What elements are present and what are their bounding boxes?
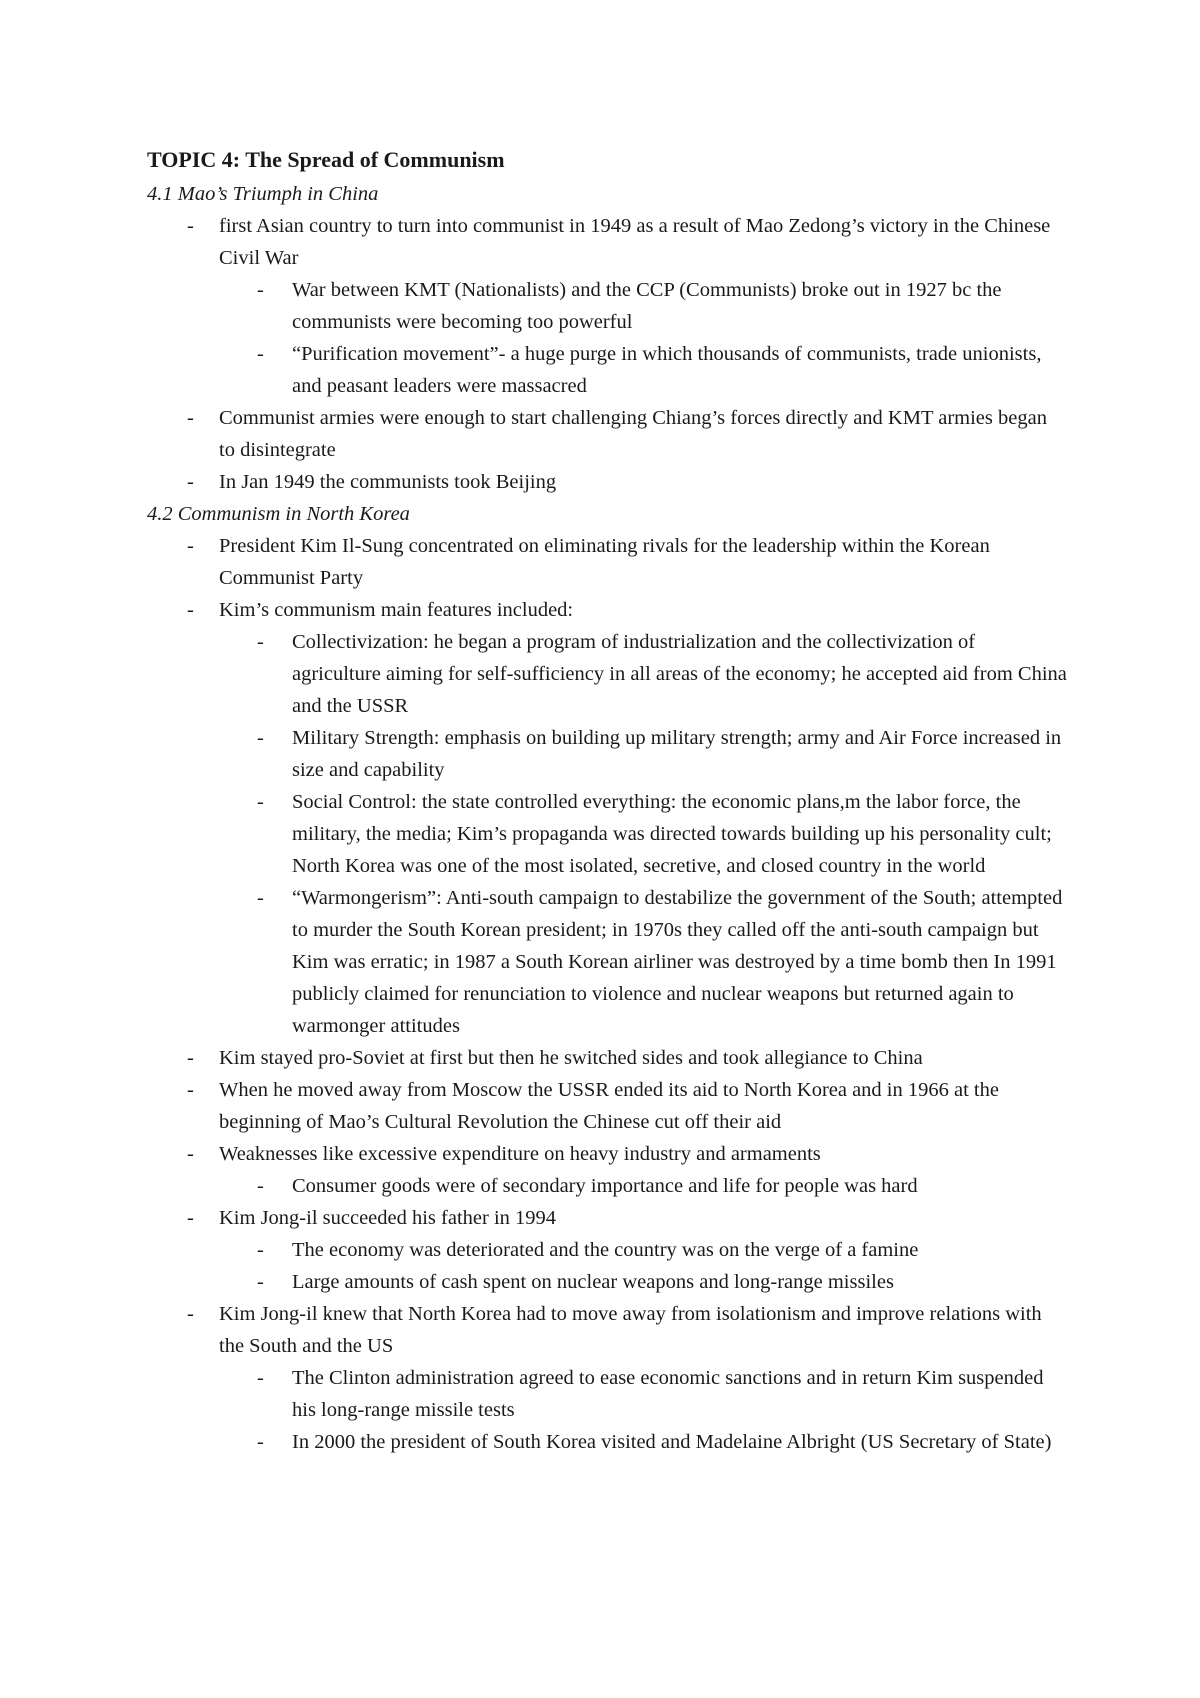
bullet-dash: - — [257, 1239, 264, 1261]
list-item-text: “Warmongerism”: Anti-south campaign to destabilize the government of the South; attempted to murder the South Korean president; in 1970s they called off the anti-south campaign but Kim was erratic; in 1987 a South Korean airliner was destroyed by a time bomb then In 1991 publicly claimed for renunciation to violence and nuclear weapons but returned again to warmonger attitudes — [292, 887, 1063, 1037]
list-item — [147, 1042, 1067, 1074]
list-item — [147, 210, 1067, 274]
bullet-dash: - — [187, 1303, 194, 1325]
list-item — [147, 402, 1067, 466]
bullet-dash: - — [257, 1175, 264, 1197]
sub-list-item — [147, 1266, 1067, 1298]
list-item-text: The economy was deteriorated and the country was on the verge of a famine — [292, 1239, 919, 1261]
list-item-text: Large amounts of cash spent on nuclear weapons and long-range missiles — [292, 1271, 894, 1293]
bullet-dash: - — [187, 1047, 194, 1069]
bullet-dash: - — [257, 1367, 264, 1389]
bullet-dash: - — [257, 1431, 264, 1453]
list-item-text: Kim stayed pro-Soviet at first but then he switched sides and took allegiance to China — [219, 1047, 923, 1069]
bullet-dash: - — [187, 471, 194, 493]
list-item-text: “Purification movement”- a huge purge in which thousands of communists, trade unionists, and peasant leaders were massacred — [292, 343, 1042, 397]
list-item-text: Kim Jong-il knew that North Korea had to move away from isolationism and improve relations with the South and the US — [219, 1303, 1042, 1357]
sub-list-item — [147, 274, 1067, 338]
list-item-text: Social Control: the state controlled everything: the economic plans,m the labor force, the military, the media; Kim’s propaganda was directed towards building up his personality cult; North Korea was one of the most isolated, secretive, and closed country in the world — [292, 791, 1052, 877]
list-item — [147, 1138, 1067, 1170]
list-item-text: When he moved away from Moscow the USSR ended its aid to North Korea and in 1966 at the beginning of Mao’s Cultural Revolution the Chinese cut off their aid — [219, 1079, 999, 1133]
list-item — [147, 594, 1067, 626]
bullet-dash: - — [187, 1207, 194, 1229]
bullet-dash: - — [257, 791, 264, 813]
list-item-text: The Clinton administration agreed to ease economic sanctions and in return Kim suspended his long-range missile tests — [292, 1367, 1044, 1421]
bullet-dash: - — [257, 343, 264, 365]
list-item-text: first Asian country to turn into communist in 1949 as a result of Mao Zedong’s victory in the Chinese Civil War — [219, 215, 1051, 269]
bullet-dash: - — [187, 215, 194, 237]
list-item-text: Consumer goods were of secondary importance and life for people was hard — [292, 1175, 918, 1197]
sub-list-item — [147, 1426, 1067, 1458]
bullet-dash: - — [257, 887, 264, 909]
list-item — [147, 466, 1067, 498]
list-item-text: In Jan 1949 the communists took Beijing — [219, 471, 557, 493]
sections-container — [147, 178, 1067, 1458]
list-item — [147, 1298, 1067, 1362]
sub-list-item — [147, 338, 1067, 402]
sub-list-item — [147, 1170, 1067, 1202]
list-item-text: In 2000 the president of South Korea visited and Madelaine Albright (US Secretary of State) — [292, 1431, 1052, 1453]
bullet-dash: - — [187, 1079, 194, 1101]
sub-list-item — [147, 1362, 1067, 1426]
bullet-dash: - — [187, 535, 194, 557]
sub-list-item — [147, 786, 1067, 882]
sub-list-item — [147, 882, 1067, 1042]
bullet-dash: - — [187, 599, 194, 621]
bullet-dash: - — [187, 407, 194, 429]
document-title: TOPIC 4: The Spread of Communism — [147, 147, 505, 172]
list-item-text: Kim Jong-il succeeded his father in 1994 — [219, 1207, 557, 1229]
bullet-dash: - — [187, 1143, 194, 1165]
list-item-text: Collectivization: he began a program of industrialization and the collectivization of agriculture aiming for self-sufficiency in all areas of the economy; he accepted aid from China and the USSR — [292, 631, 1067, 717]
bullet-dash: - — [257, 631, 264, 653]
bullet-dash: - — [257, 1271, 264, 1293]
list-item-text: War between KMT (Nationalists) and the CCP (Communists) broke out in 1927 bc the communists were becoming too powerful — [292, 279, 1002, 333]
bullet-dash: - — [257, 727, 264, 749]
list-item-text: Military Strength: emphasis on building up military strength; army and Air Force increased in size and capability — [292, 727, 1062, 781]
list-item-text: Weaknesses like excessive expenditure on heavy industry and armaments — [219, 1143, 821, 1165]
bullet-dash: - — [257, 279, 264, 301]
list-item-text: Kim’s communism main features included: — [219, 599, 574, 621]
document-page — [147, 146, 1067, 1458]
sub-list-item — [147, 1234, 1067, 1266]
list-item-text: President Kim Il-Sung concentrated on eliminating rivals for the leadership within the Korean Communist Party — [219, 535, 990, 589]
sub-list-item — [147, 722, 1067, 786]
list-item-text: Communist armies were enough to start challenging Chiang’s forces directly and KMT armies began to disintegrate — [219, 407, 1047, 461]
list-item — [147, 1202, 1067, 1234]
sub-list-item — [147, 626, 1067, 722]
list-item — [147, 530, 1067, 594]
section-heading: 4.2 Communism in North Korea — [147, 503, 410, 525]
section-heading: 4.1 Mao’s Triumph in China — [147, 183, 379, 205]
list-item — [147, 1074, 1067, 1138]
